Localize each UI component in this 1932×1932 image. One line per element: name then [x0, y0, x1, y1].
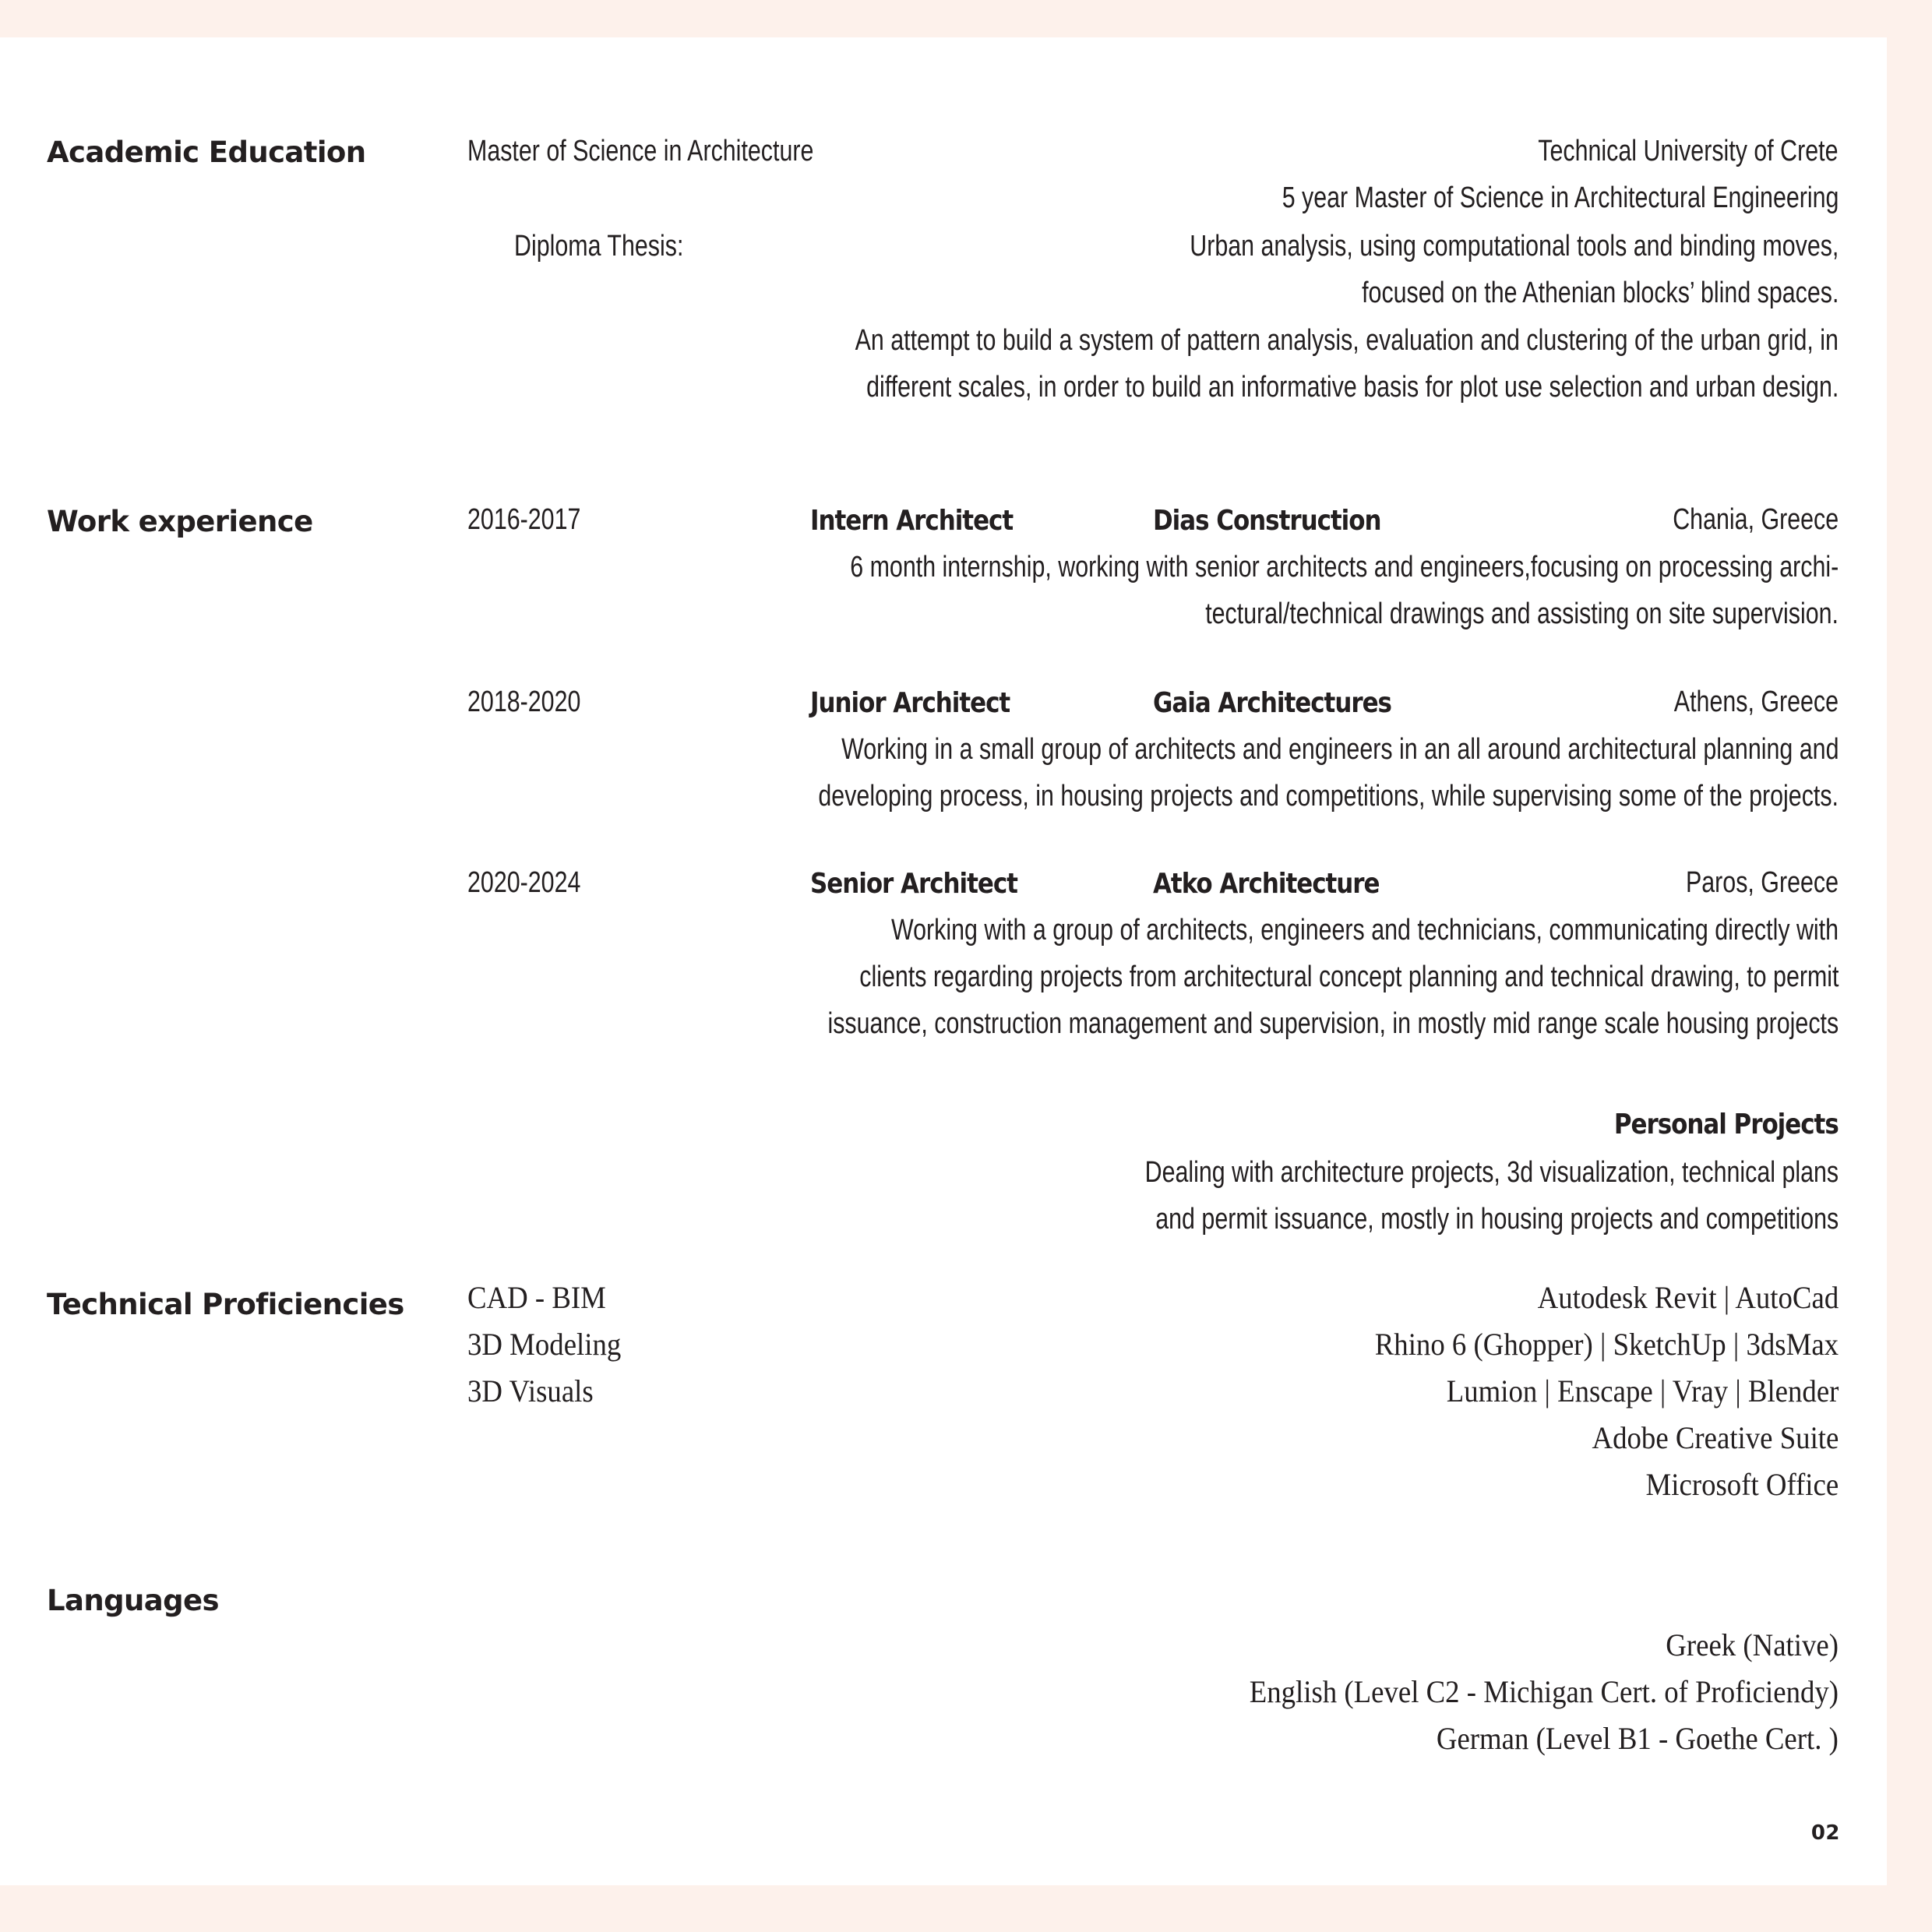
- job-description-line-1: Working with a group of architects, engineers and technicians, communicating directly with: [890, 914, 1839, 947]
- job-period: 2016-2017: [467, 503, 581, 536]
- thesis-line-2: focused on the Athenian blocks’ blind spaces.: [1361, 277, 1839, 309]
- proficiency-category: 3D Visuals: [467, 1373, 594, 1408]
- job-description-line-1: 6 month internship, working with senior architects and engineers,focusing on processing archi-: [849, 551, 1839, 583]
- section-heading-technical-proficiencies: Technical Proficiencies: [47, 1288, 404, 1321]
- personal-projects-line-1: Dealing with architecture projects, 3d visualization, technical plans: [1144, 1156, 1839, 1189]
- job-description-line-2: clients regarding projects from architectural concept planning and technical drawing, to permit: [858, 961, 1839, 993]
- job-description-line-2: tectural/technical drawings and assisting on site supervision.: [1205, 598, 1839, 630]
- proficiency-tool: Autodesk Revit | AutoCad: [1537, 1280, 1839, 1315]
- resume-content: [0, 37, 1887, 1885]
- job-location: Chania, Greece: [1673, 503, 1839, 536]
- proficiency-category: CAD - BIM: [467, 1280, 606, 1315]
- job-period: 2020-2024: [467, 866, 581, 899]
- job-company: Atko Architecture: [1153, 868, 1380, 900]
- section-heading-academic-education: Academic Education: [47, 136, 366, 169]
- academic-degree: Master of Science in Architecture: [467, 135, 814, 167]
- academic-institution: Technical University of Crete: [1538, 135, 1839, 167]
- job-description-line-2: developing process, in housing projects and competitions, while supervising some of the projects.: [818, 780, 1839, 813]
- job-description-line-1: Working in a small group of architects and engineers in an all around architectural planning and: [841, 733, 1839, 766]
- job-title: Junior Architect: [810, 687, 1010, 719]
- thesis-description-line-1: An attempt to build a system of pattern analysis, evaluation and clustering of the urban grid, in: [855, 324, 1839, 357]
- thesis-line-1: Urban analysis, using computational tools and binding moves,: [1189, 230, 1839, 263]
- resume-page-sheet: [0, 37, 1887, 1885]
- thesis-label: Diploma Thesis:: [514, 230, 684, 263]
- personal-projects-line-2: and permit issuance, mostly in housing projects and competitions: [1155, 1203, 1839, 1236]
- job-location: Athens, Greece: [1673, 686, 1839, 718]
- language-item: German (Level B1 - Goethe Cert. ): [1436, 1721, 1839, 1756]
- job-period: 2018-2020: [467, 686, 581, 718]
- academic-program: 5 year Master of Science in Architectural Engineering: [1282, 182, 1839, 214]
- language-item: Greek (Native): [1666, 1627, 1839, 1662]
- job-title: Senior Architect: [810, 868, 1017, 900]
- thesis-description-line-2: different scales, in order to build an informative basis for plot use selection and urban design.: [866, 371, 1839, 404]
- section-heading-languages: Languages: [47, 1584, 219, 1617]
- personal-projects-heading: Personal Projects: [1614, 1109, 1839, 1141]
- proficiency-tool: Lumion | Enscape | Vray | Blender: [1446, 1373, 1839, 1408]
- job-title: Intern Architect: [810, 505, 1014, 537]
- page-number: 02: [1810, 1821, 1840, 1845]
- job-company: Gaia Architectures: [1153, 687, 1391, 719]
- proficiency-tool: Microsoft Office: [1645, 1467, 1839, 1502]
- job-location: Paros, Greece: [1686, 866, 1839, 899]
- proficiency-tool: Adobe Creative Suite: [1592, 1420, 1839, 1455]
- job-description-line-3: issuance, construction management and supervision, in mostly mid range scale housing projects: [827, 1007, 1839, 1040]
- proficiency-tool: Rhino 6 (Ghopper) | SketchUp | 3dsMax: [1374, 1327, 1839, 1362]
- proficiency-category: 3D Modeling: [467, 1327, 622, 1362]
- section-heading-work-experience: Work experience: [47, 505, 313, 538]
- language-item: English (Level C2 - Michigan Cert. of Proficiendy): [1249, 1674, 1839, 1709]
- job-company: Dias Construction: [1153, 505, 1381, 537]
